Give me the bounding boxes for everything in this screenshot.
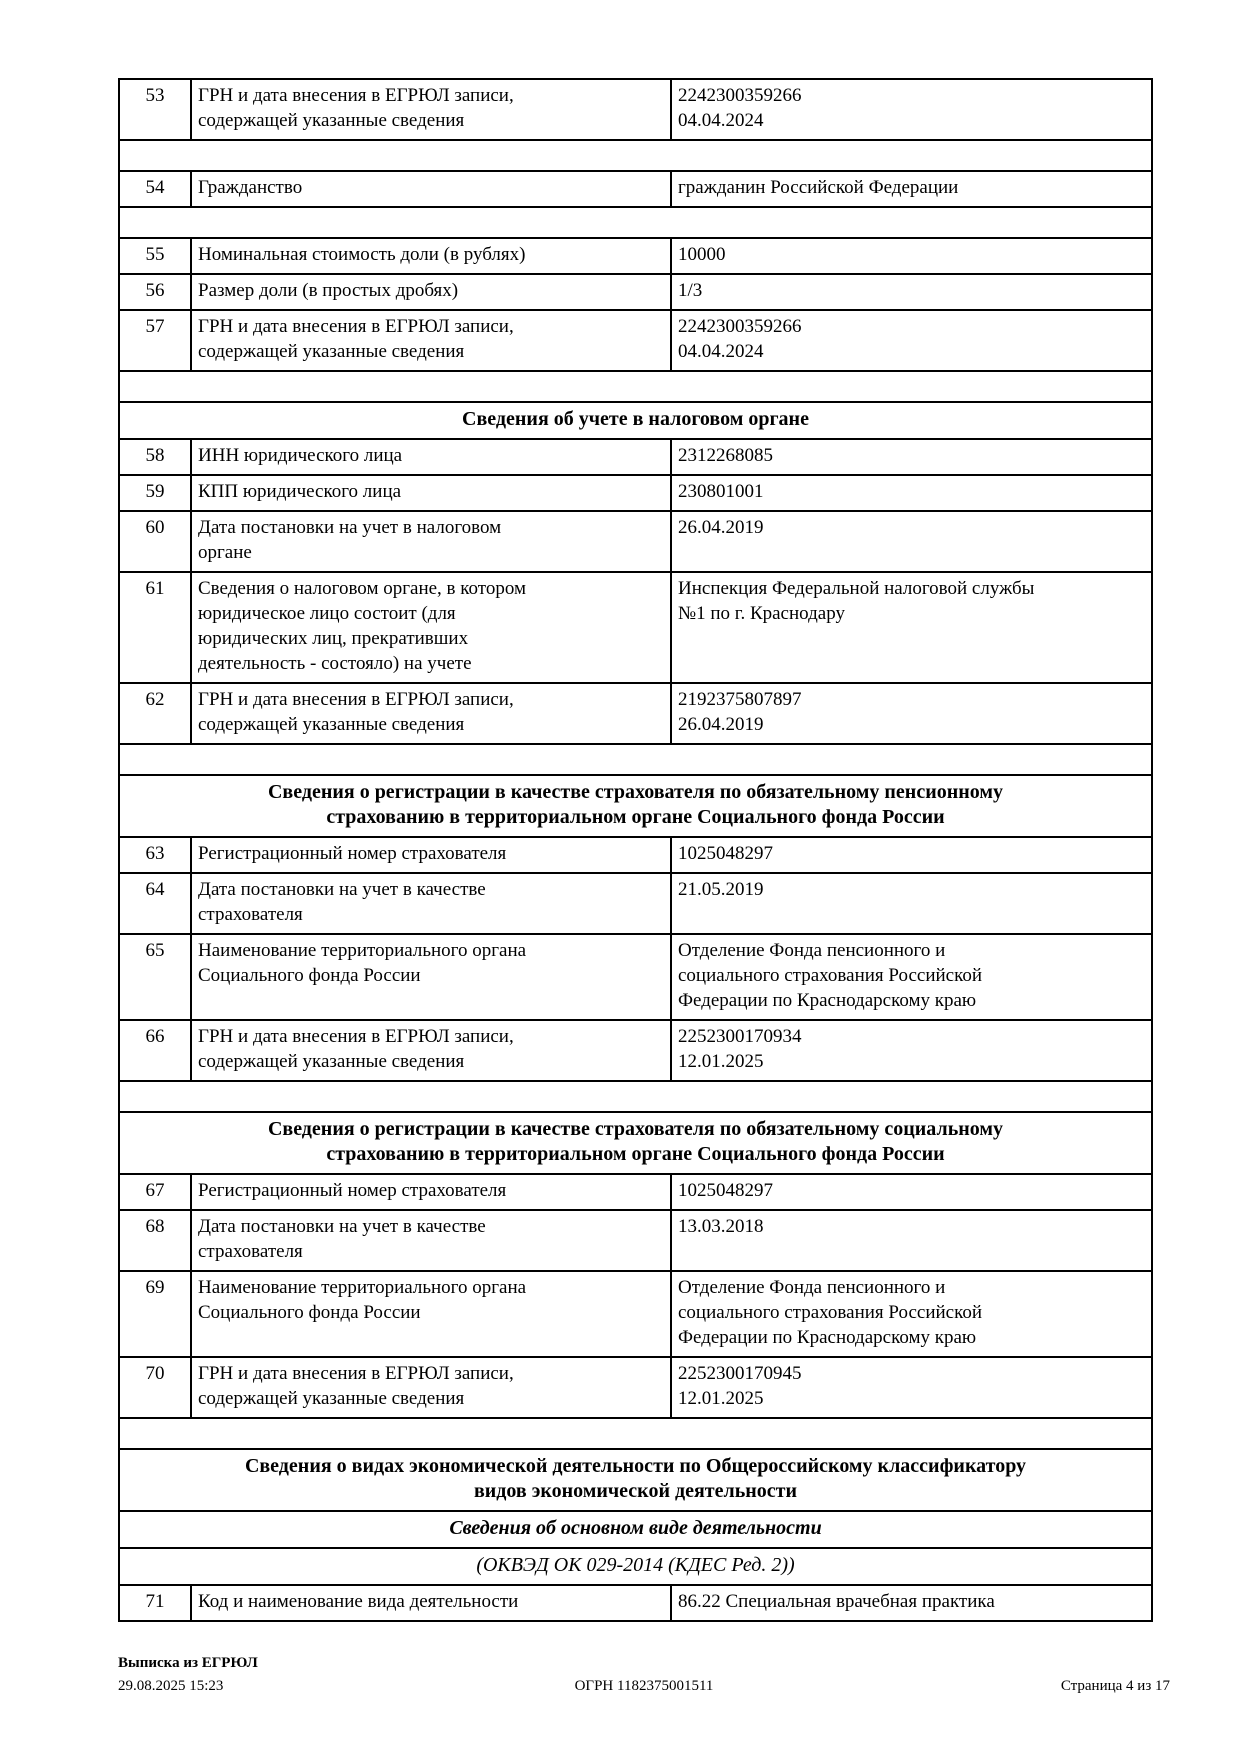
row-value-cell: 10000 (671, 238, 1152, 274)
row-label-cell: ГРН и дата внесения в ЕГРЮЛ записи, содержащей указанные сведения (191, 683, 671, 744)
row-label-cell: Сведения о налоговом органе, в котором юридическое лицо состоит (для юридических лиц, прекративших деятельность - состояло) на учете (191, 572, 671, 683)
row-label-cell: КПП юридического лица (191, 475, 671, 511)
section-header-cell: Сведения о видах экономической деятельности по Общероссийскому классификатору видов экономической деятельности (119, 1449, 1152, 1511)
table-row (119, 475, 1152, 511)
row-label-cell: Наименование территориального органа Социального фонда России (191, 934, 671, 1020)
table-row (119, 1585, 1152, 1621)
row-number-cell: 57 (119, 310, 191, 371)
spacer-cell (119, 371, 1152, 402)
row-label-cell: Наименование территориального органа Социального фонда России (191, 1271, 671, 1357)
section-header-cell: Сведения о регистрации в качестве страхователя по обязательному социальному страхованию в территориальном органе Социального фонда России (119, 1112, 1152, 1174)
row-value-cell: 13.03.2018 (671, 1210, 1152, 1271)
row-label-cell: Дата постановки на учет в качестве страхователя (191, 1210, 671, 1271)
spacer-row (119, 1081, 1152, 1112)
row-number-cell: 58 (119, 439, 191, 475)
row-label-cell: ГРН и дата внесения в ЕГРЮЛ записи, содержащей указанные сведения (191, 1357, 671, 1418)
section-header-row (119, 1449, 1152, 1511)
row-value-cell: Инспекция Федеральной налоговой службы №1 по г. Краснодару (671, 572, 1152, 683)
row-number-cell: 69 (119, 1271, 191, 1357)
row-label-cell: Код и наименование вида деятельности (191, 1585, 671, 1621)
egrul-table (118, 78, 1153, 1622)
row-value-cell: Отделение Фонда пенсионного и социального страхования Российской Федерации по Краснодарскому краю (671, 934, 1152, 1020)
table-row (119, 171, 1152, 207)
section-header-cell: Сведения об учете в налоговом органе (119, 402, 1152, 439)
table-row (119, 310, 1152, 371)
table-row (119, 1020, 1152, 1081)
row-value-cell: 230801001 (671, 475, 1152, 511)
table-row (119, 274, 1152, 310)
row-number-cell: 66 (119, 1020, 191, 1081)
table-row (119, 837, 1152, 873)
table-row (119, 1174, 1152, 1210)
row-number-cell: 54 (119, 171, 191, 207)
row-number-cell: 59 (119, 475, 191, 511)
row-value-cell: 2252300170934 12.01.2025 (671, 1020, 1152, 1081)
footer-ogrn: ОГРН 1182375001511 (574, 1678, 714, 1694)
classifier-note-row (119, 1548, 1152, 1585)
row-number-cell: 65 (119, 934, 191, 1020)
row-value-cell: 2242300359266 04.04.2024 (671, 79, 1152, 140)
row-number-cell: 71 (119, 1585, 191, 1621)
spacer-cell (119, 744, 1152, 775)
spacer-row (119, 1418, 1152, 1449)
table-row (119, 1210, 1152, 1271)
spacer-row (119, 744, 1152, 775)
row-number-cell: 55 (119, 238, 191, 274)
table-row (119, 511, 1152, 572)
footer-datetime: 29.08.2025 15:23 (118, 1678, 224, 1694)
row-number-cell: 70 (119, 1357, 191, 1418)
table-row (119, 1271, 1152, 1357)
egrul-table-body (119, 79, 1152, 1621)
table-row (119, 572, 1152, 683)
row-number-cell: 61 (119, 572, 191, 683)
spacer-row (119, 207, 1152, 238)
row-number-cell: 62 (119, 683, 191, 744)
spacer-cell (119, 207, 1152, 238)
table-row (119, 934, 1152, 1020)
document-body (118, 78, 1153, 1622)
row-number-cell: 63 (119, 837, 191, 873)
row-value-cell: 21.05.2019 (671, 873, 1152, 934)
page-footer (118, 1652, 1170, 1698)
row-label-cell: Дата постановки на учет в качестве страхователя (191, 873, 671, 934)
row-label-cell: Гражданство (191, 171, 671, 207)
spacer-cell (119, 1418, 1152, 1449)
row-value-cell: гражданин Российской Федерации (671, 171, 1152, 207)
row-number-cell: 53 (119, 79, 191, 140)
section-header-row (119, 1112, 1152, 1174)
row-number-cell: 60 (119, 511, 191, 572)
row-value-cell: 2192375807897 26.04.2019 (671, 683, 1152, 744)
row-label-cell: ГРН и дата внесения в ЕГРЮЛ записи, содержащей указанные сведения (191, 1020, 671, 1081)
table-row (119, 79, 1152, 140)
row-label-cell: Размер доли (в простых дробях) (191, 274, 671, 310)
table-row (119, 238, 1152, 274)
spacer-cell (119, 1081, 1152, 1112)
subsection-header-row (119, 1511, 1152, 1548)
row-number-cell: 68 (119, 1210, 191, 1271)
footer-doc-type: Выписка из ЕГРЮЛ (118, 1655, 258, 1671)
table-row (119, 683, 1152, 744)
row-number-cell: 64 (119, 873, 191, 934)
spacer-row (119, 140, 1152, 171)
row-label-cell: ГРН и дата внесения в ЕГРЮЛ записи, содержащей указанные сведения (191, 310, 671, 371)
section-header-row (119, 402, 1152, 439)
row-value-cell: 2312268085 (671, 439, 1152, 475)
row-value-cell: 1025048297 (671, 1174, 1152, 1210)
row-label-cell: Дата постановки на учет в налоговом органе (191, 511, 671, 572)
footer-page-number: Страница 4 из 17 (1060, 1678, 1170, 1694)
row-value-cell: 1025048297 (671, 837, 1152, 873)
table-row (119, 439, 1152, 475)
section-header-cell: Сведения об основном виде деятельности (119, 1511, 1152, 1548)
section-header-cell: Сведения о регистрации в качестве страхователя по обязательному пенсионному страхованию в территориальном органе Социального фонда России (119, 775, 1152, 837)
row-label-cell: Регистрационный номер страхователя (191, 837, 671, 873)
row-value-cell: 1/3 (671, 274, 1152, 310)
row-value-cell: 2252300170945 12.01.2025 (671, 1357, 1152, 1418)
spacer-cell (119, 140, 1152, 171)
row-value-cell: 26.04.2019 (671, 511, 1152, 572)
row-value-cell: 2242300359266 04.04.2024 (671, 310, 1152, 371)
row-number-cell: 67 (119, 1174, 191, 1210)
row-label-cell: Регистрационный номер страхователя (191, 1174, 671, 1210)
spacer-row (119, 371, 1152, 402)
row-label-cell: Номинальная стоимость доли (в рублях) (191, 238, 671, 274)
section-header-row (119, 775, 1152, 837)
table-row (119, 873, 1152, 934)
table-row (119, 1357, 1152, 1418)
row-label-cell: ИНН юридического лица (191, 439, 671, 475)
row-number-cell: 56 (119, 274, 191, 310)
row-value-cell: Отделение Фонда пенсионного и социального страхования Российской Федерации по Краснодарскому краю (671, 1271, 1152, 1357)
section-header-cell: (ОКВЭД ОК 029-2014 (КДЕС Ред. 2)) (119, 1548, 1152, 1585)
row-value-cell: 86.22 Специальная врачебная практика (671, 1585, 1152, 1621)
row-label-cell: ГРН и дата внесения в ЕГРЮЛ записи, содержащей указанные сведения (191, 79, 671, 140)
